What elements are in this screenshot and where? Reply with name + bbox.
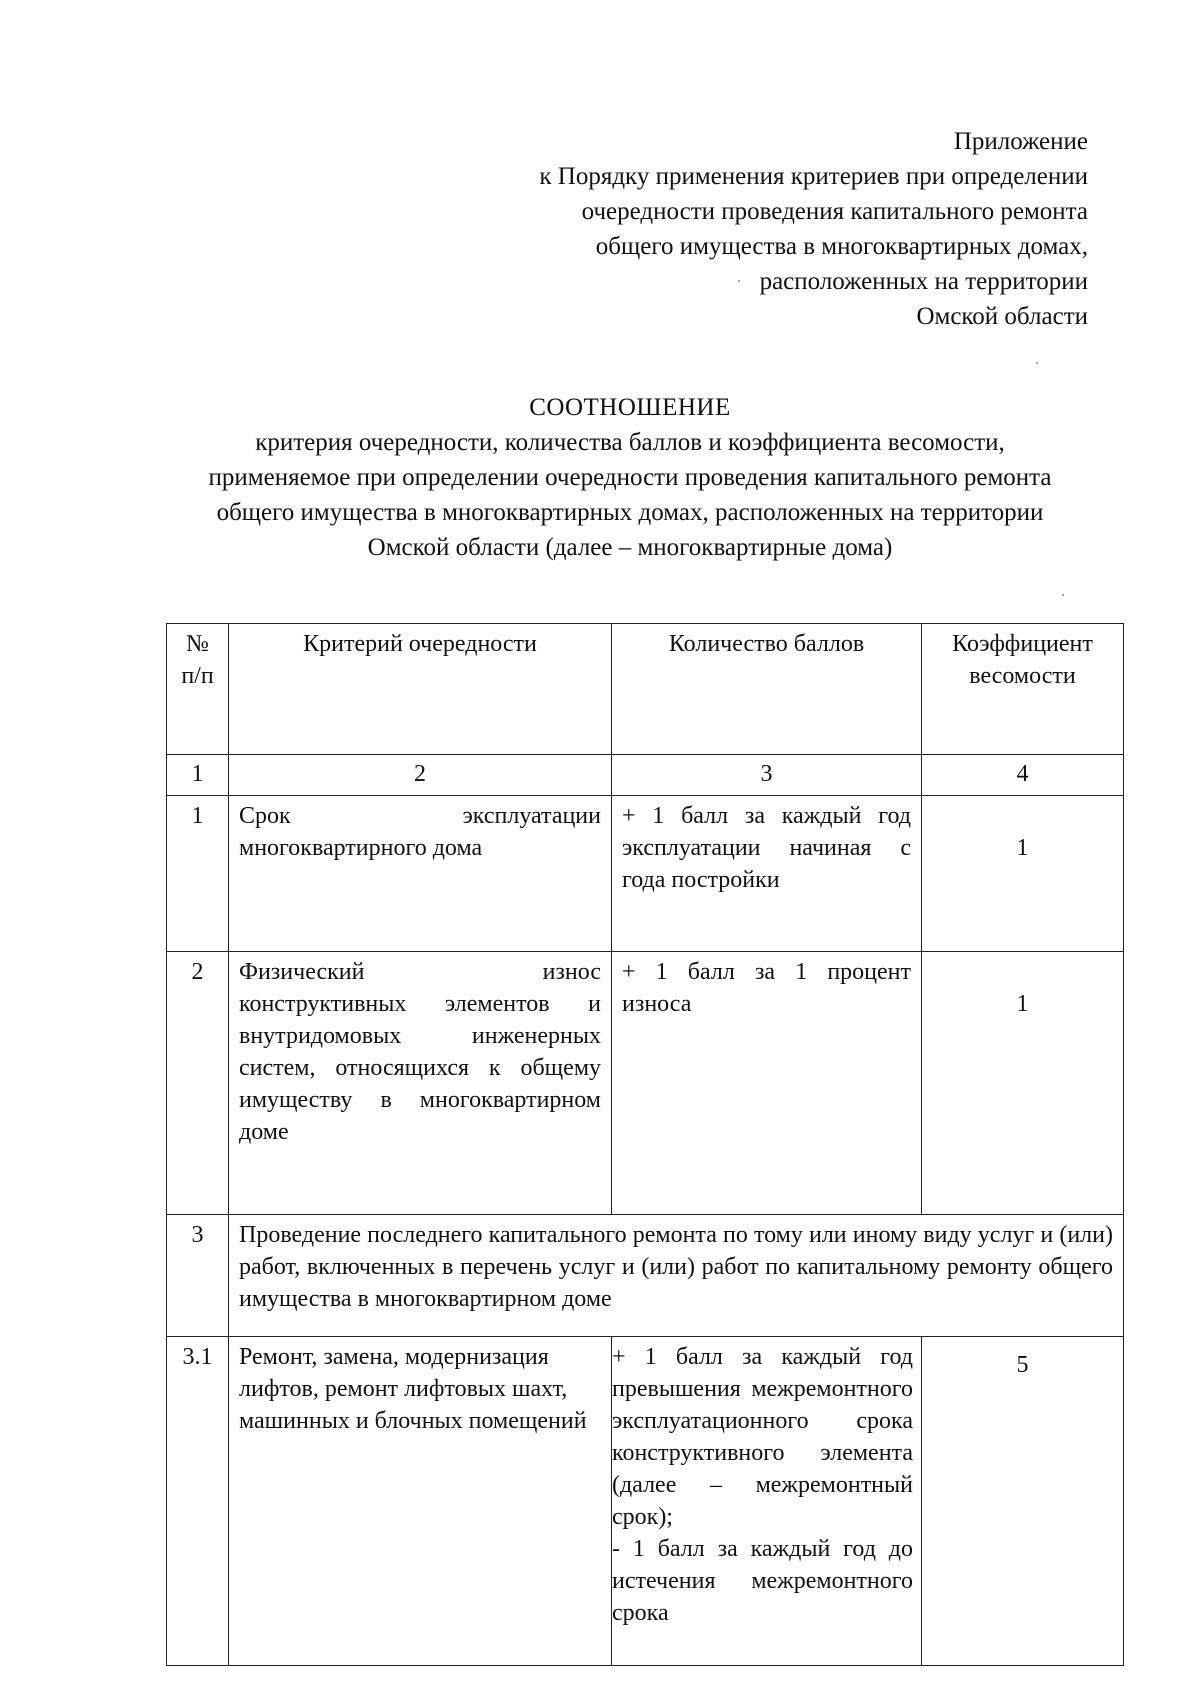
- table-header-row: [167, 624, 1124, 755]
- row-coefficient: 1: [922, 952, 1124, 1215]
- row-number: 3.1: [167, 1337, 229, 1666]
- appendix-line: очередности проведения капитального ремонта: [581, 198, 1088, 225]
- appendix-line: к Порядку применения критериев при определении: [539, 163, 1088, 190]
- header-num: № п/п: [167, 624, 229, 755]
- row-criterion: Ремонт, замена, модернизация лифтов, ремонт лифтовых шахт, машинных и блочных помещений: [229, 1337, 612, 1666]
- table-row: [167, 796, 1124, 952]
- row-number: 3: [167, 1215, 229, 1337]
- points-line: - 1 балл за каждый год до истечения межремонтного срока: [612, 1536, 913, 1626]
- row-points: [612, 1337, 922, 1666]
- header-coefficient: Коэффициент весомости: [922, 624, 1124, 755]
- points-line: + 1 балл за каждый год превышения межремонтного эксплуатационного срока конструктивного элемента (далее – межремонтный срок);: [612, 1344, 913, 1530]
- criteria-table: [166, 623, 1124, 1666]
- row-criterion: Физический износ конструктивных элементов и внутридомовых инженерных систем, относящихся к общему имуществу в многоквартирном доме: [229, 952, 612, 1215]
- appendix-block: [388, 124, 1088, 334]
- document-heading: [120, 390, 1140, 565]
- scan-speck: [1062, 594, 1064, 596]
- header-criterion: Критерий очередности: [229, 624, 612, 755]
- document-title: СООТНОШЕНИЕ: [529, 394, 731, 421]
- scan-speck: [1036, 362, 1038, 364]
- appendix-line: общего имущества в многоквартирных домах,: [595, 233, 1088, 260]
- row-points: + 1 балл за 1 процент износа: [612, 952, 922, 1215]
- row-number: 1: [167, 796, 229, 952]
- column-number: 3: [612, 755, 922, 796]
- row-merged-criterion: Проведение последнего капитального ремонта по тому или иному виду услуг и (или) работ, включенных в перечень услуг и (или) работ по капитальному ремонту общего имущества в многоквартирном доме: [229, 1215, 1124, 1337]
- row-points: + 1 балл за каждый год эксплуатации начиная с года постройки: [612, 796, 922, 952]
- row-number: 2: [167, 952, 229, 1215]
- heading-line: общего имущества в многоквартирных домах, расположенных на территории: [216, 499, 1044, 526]
- appendix-line: Омской области: [916, 303, 1088, 330]
- column-number: 4: [922, 755, 1124, 796]
- table-row: [167, 952, 1124, 1215]
- row-criterion: Срок эксплуатации многоквартирного дома: [229, 796, 612, 952]
- row-coefficient: 5: [922, 1337, 1124, 1666]
- table-row: [167, 1337, 1124, 1666]
- scan-speck: [738, 280, 740, 282]
- heading-line: применяемое при определении очередности проведения капитального ремонта: [208, 464, 1052, 491]
- column-number-row: [167, 755, 1124, 796]
- appendix-line: Приложение: [953, 128, 1088, 155]
- appendix-line: расположенных на территории: [759, 268, 1088, 295]
- table-row: [167, 1215, 1124, 1337]
- column-number: 1: [167, 755, 229, 796]
- row-coefficient: 1: [922, 796, 1124, 952]
- heading-line: Омской области (далее – многоквартирные дома): [367, 534, 893, 561]
- column-number: 2: [229, 755, 612, 796]
- heading-line: критерия очередности, количества баллов и коэффициента весомости,: [255, 429, 1005, 456]
- header-points: Количество баллов: [612, 624, 922, 755]
